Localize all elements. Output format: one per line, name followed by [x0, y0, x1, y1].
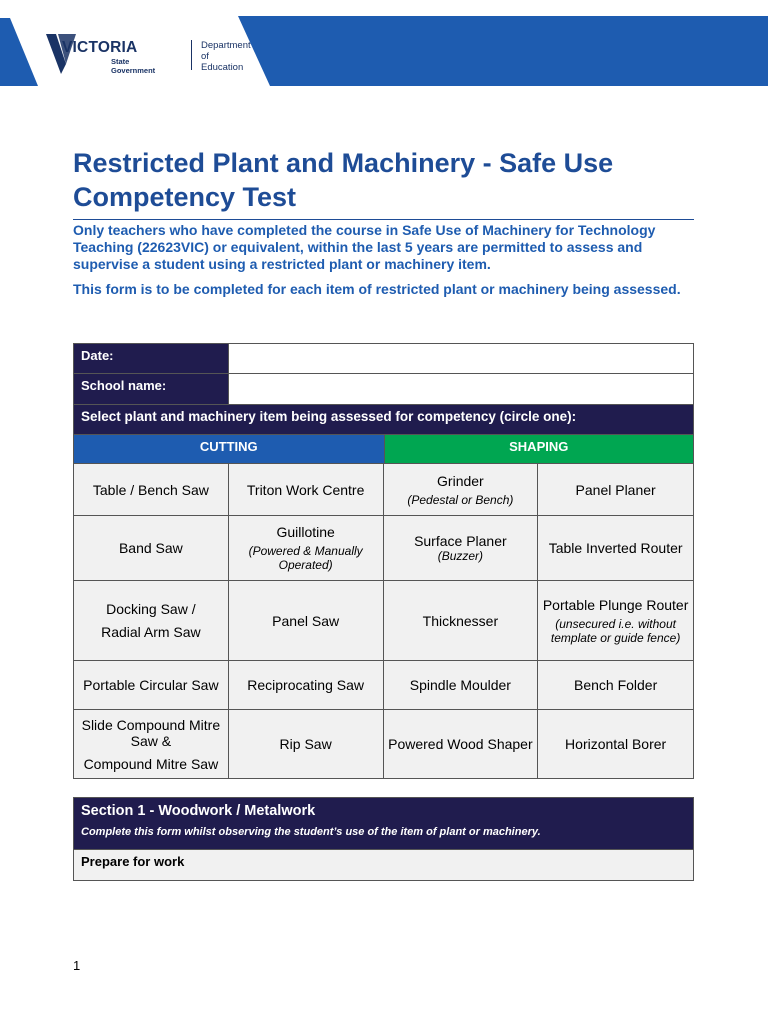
section-1-title: Section 1 - Woodwork / Metalwork	[81, 803, 316, 819]
header-banner	[0, 0, 768, 86]
item-docking-radial-arm-saw[interactable]: Docking Saw / Radial Arm Saw	[74, 581, 229, 661]
item-spindle-moulder[interactable]: Spindle Moulder	[384, 661, 539, 710]
table-row	[74, 661, 693, 710]
item-surface-planer[interactable]: Surface Planer (Buzzer)	[384, 516, 539, 581]
school-name-label: School name:	[74, 374, 229, 405]
victoria-logo	[44, 30, 251, 80]
item-table-bench-saw[interactable]: Table / Bench Saw	[74, 464, 229, 516]
cutting-header: CUTTING	[74, 435, 385, 464]
item-table-inverted-router[interactable]: Table Inverted Router	[538, 516, 693, 581]
date-label: Date:	[74, 344, 229, 374]
table-row	[74, 710, 693, 778]
date-field[interactable]	[229, 344, 693, 374]
section-1	[73, 797, 694, 881]
logo-victoria-text: VICTORIA	[62, 39, 138, 56]
select-row	[74, 405, 693, 435]
item-triton-work-centre[interactable]: Triton Work Centre	[229, 464, 384, 516]
table-row	[74, 581, 693, 661]
item-rip-saw[interactable]: Rip Saw	[229, 710, 384, 778]
item-bench-folder[interactable]: Bench Folder	[538, 661, 693, 710]
table-row	[74, 516, 693, 581]
title-divider	[73, 219, 694, 220]
item-compound-mitre-saw[interactable]: Slide Compound Mitre Saw & Compound Mitre Saw	[74, 710, 229, 778]
item-portable-circular-saw[interactable]: Portable Circular Saw	[74, 661, 229, 710]
item-panel-planer[interactable]: Panel Planer	[538, 464, 693, 516]
item-horizontal-borer[interactable]: Horizontal Borer	[538, 710, 693, 778]
select-instruction: Select plant and machinery item being assessed for competency (circle one):	[74, 405, 693, 435]
section-1-header	[74, 798, 693, 849]
category-header-row	[74, 435, 693, 464]
page-title: Restricted Plant and Machinery - Safe Use Competency Test	[73, 148, 614, 212]
item-panel-saw[interactable]: Panel Saw	[229, 581, 384, 661]
competency-form-table	[73, 343, 694, 779]
section-1-subtitle: Complete this form whilst observing the student’s use of the item of plant or machinery.	[81, 826, 541, 838]
logo-department: Department of Education	[201, 40, 251, 73]
intro-text: Only teachers who have completed the course in Safe Use of Machinery for Technology Teaching (22623VIC) or equivalent, within the last 5 years are permitted to assess and supervise a student using a restricted plant or machinery item.	[73, 222, 656, 272]
intro-text-2: This form is to be completed for each item of restricted plant or machinery being assessed.	[73, 281, 681, 297]
item-portable-plunge-router[interactable]: Portable Plunge Router (unsecured i.e. without template or guide fence)	[538, 581, 693, 661]
shaping-header: SHAPING	[385, 435, 694, 464]
item-guillotine[interactable]: Guillotine (Powered & Manually Operated)	[229, 516, 384, 581]
school-name-field[interactable]	[229, 374, 693, 405]
prepare-for-work-label: Prepare for work	[74, 849, 693, 880]
item-reciprocating-saw[interactable]: Reciprocating Saw	[229, 661, 384, 710]
item-grinder[interactable]: Grinder (Pedestal or Bench)	[384, 464, 539, 516]
school-row	[74, 374, 693, 405]
table-row	[74, 464, 693, 516]
page-number: 1	[73, 958, 81, 973]
item-powered-wood-shaper[interactable]: Powered Wood Shaper	[384, 710, 539, 778]
logo-state-government: State Government	[111, 57, 156, 75]
item-band-saw[interactable]: Band Saw	[74, 516, 229, 581]
logo-divider	[191, 40, 192, 70]
date-row	[74, 344, 693, 374]
item-thicknesser[interactable]: Thicknesser	[384, 581, 539, 661]
